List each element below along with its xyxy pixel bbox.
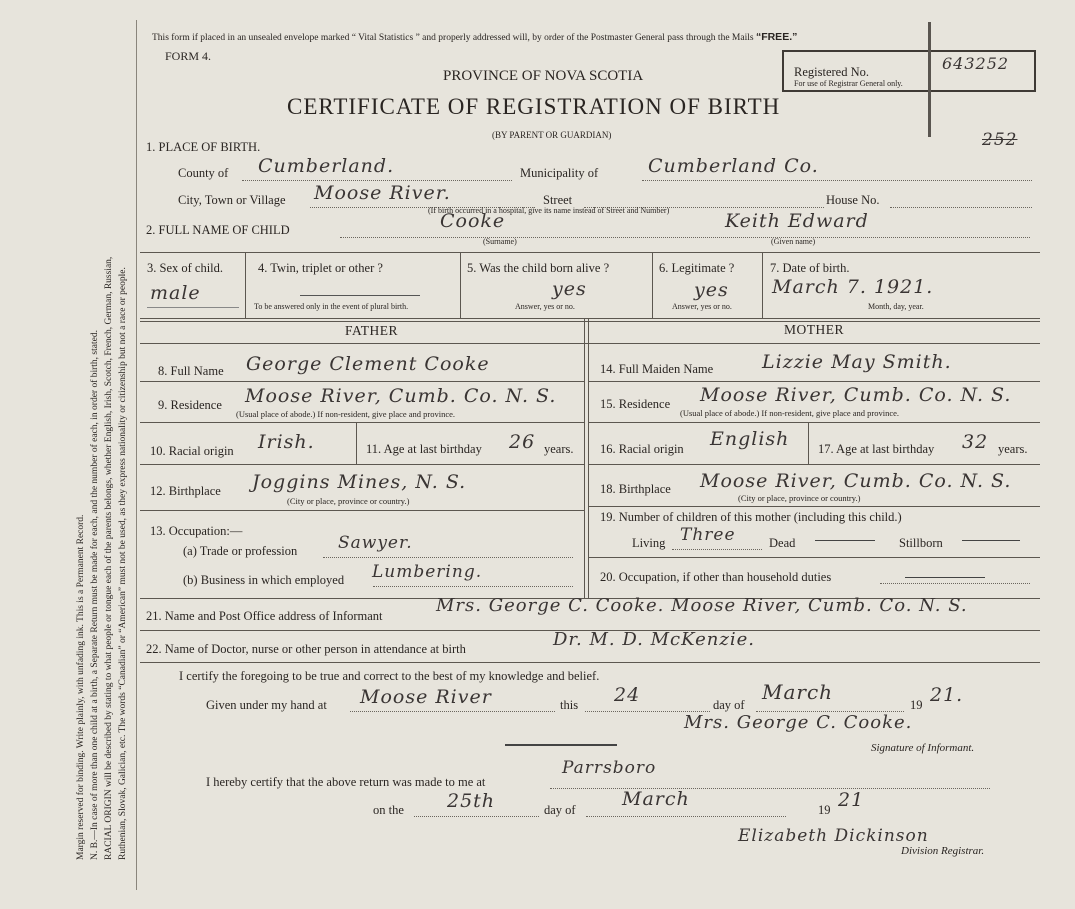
mother-residence-value: Moose River, Cumb. Co. N. S. xyxy=(700,384,1012,406)
mother-occupation-label: 20. Occupation, if other than household duties xyxy=(600,570,832,584)
province-heading: PROVINCE OF NOVA SCOTIA xyxy=(443,68,644,84)
postal-notice: This form if placed in an unsealed envelope marked “ Vital Statistics ” and properly addressed will, by order of the Postmaster General pass through the Mails “FREE.” xyxy=(152,31,798,43)
page-title: CERTIFICATE OF REGISTRATION OF BIRTH xyxy=(287,94,781,119)
surname-caption: (Surname) xyxy=(483,237,517,246)
legitimate-value: yes xyxy=(694,279,729,301)
parents-divider-a xyxy=(584,318,585,598)
twin-label: 4. Twin, triplet or other ? xyxy=(258,261,383,275)
father-residence-note: (Usual place of abode.) If non-resident, give place and province. xyxy=(236,409,456,419)
certify-text: I certify the foregoing to be true and correct to the best of my knowledge and belief. xyxy=(179,669,600,683)
registrar-caption: Division Registrar. xyxy=(901,845,985,857)
living-line xyxy=(672,549,762,550)
mother-heading: MOTHER xyxy=(784,322,844,337)
city-value: Moose River. xyxy=(314,182,451,204)
section-separator xyxy=(505,744,617,746)
row3-divider-2 xyxy=(460,252,461,318)
mother-residence-label: 15. Residence xyxy=(600,397,671,411)
registered-box xyxy=(782,50,1036,92)
mother-birthplace-value: Moose River, Cumb. Co. N. S. xyxy=(700,470,1012,492)
corner-number: 252 xyxy=(982,130,1018,150)
given-place-line xyxy=(350,711,555,712)
mother-race-value: English xyxy=(710,428,790,450)
stillborn-dash xyxy=(962,540,1020,541)
day-of-label: day of xyxy=(713,698,745,712)
row3-divider-4 xyxy=(762,252,763,318)
given-year-suffix: 21. xyxy=(930,684,964,706)
father-birthplace-value: Joggins Mines, N. S. xyxy=(252,471,467,493)
father-business-label: (b) Business in which employed xyxy=(183,573,345,587)
mother-birthplace-label: 18. Birthplace xyxy=(600,482,671,496)
county-label: County of xyxy=(178,166,229,180)
twin-note: To be answered only in the event of plural birth. xyxy=(254,302,409,311)
father-age-label: 11. Age at last birthday xyxy=(366,442,482,456)
mother-birthplace-rule xyxy=(588,506,1040,507)
house-label: House No. xyxy=(826,193,880,207)
row3-divider-1 xyxy=(245,252,246,318)
informant-label: 21. Name and Post Office address of Informant xyxy=(146,609,383,623)
dead-dash xyxy=(815,540,875,541)
mother-residence-rule xyxy=(588,422,1040,423)
city-label: City, Town or Village xyxy=(178,193,286,207)
parents-divider-b xyxy=(588,318,589,598)
informant-value: Mrs. George C. Cooke. Moose River, Cumb. Co. N. S. xyxy=(436,595,968,616)
page-subtitle: (BY PARENT OR GUARDIAN) xyxy=(492,130,612,140)
father-race-value: Irish. xyxy=(258,431,315,453)
sex-value: male xyxy=(150,282,201,304)
given-month-value: March xyxy=(762,680,834,704)
mother-name-label: 14. Full Maiden Name xyxy=(600,362,714,376)
margin-note-nb: N. B.—In case of more than one child at a birth, a Separate Return must be made for each, and the number of each, in order of birth, stated. xyxy=(90,330,100,860)
sex-label: 3. Sex of child. xyxy=(147,261,224,275)
form-number: FORM 4. xyxy=(165,49,212,63)
father-birthplace-label: 12. Birthplace xyxy=(150,484,221,498)
father-years-label: years. xyxy=(544,442,574,456)
registrar-year-suffix: 21 xyxy=(838,789,865,811)
stillborn-label: Stillborn xyxy=(899,536,943,550)
mother-occupation-line xyxy=(880,583,1030,584)
municipality-line xyxy=(642,180,1032,181)
registrar-month-value: March xyxy=(622,788,690,810)
father-trade-label: (a) Trade or profession xyxy=(183,544,298,558)
mother-age-value: 32 xyxy=(962,431,989,453)
street-label: Street xyxy=(543,193,573,207)
municipality-value: Cumberland Co. xyxy=(648,155,819,177)
registrar-place-value: Parrsboro xyxy=(562,758,657,778)
father-race-rule xyxy=(140,464,584,465)
father-birthplace-rule xyxy=(140,510,584,511)
father-age-value: 26 xyxy=(509,431,536,453)
given-day-value: 24 xyxy=(614,684,641,706)
binding-margin-line xyxy=(136,20,137,890)
county-line xyxy=(242,180,512,181)
given-year-prefix: 19 xyxy=(910,698,923,712)
child-name-line xyxy=(340,237,1030,238)
registrar-signature: Elizabeth Dickinson xyxy=(738,826,929,846)
father-heading: FATHER xyxy=(345,323,399,338)
place-of-birth-heading: 1. PLACE OF BIRTH. xyxy=(146,140,261,154)
mother-age-divider xyxy=(808,422,809,464)
this-label: this xyxy=(560,698,579,712)
doctor-rule xyxy=(140,662,1040,663)
informant-signature: Mrs. George C. Cooke. xyxy=(684,712,913,733)
legitimate-label: 6. Legitimate ? xyxy=(659,261,735,275)
informant-signature-caption: Signature of Informant. xyxy=(871,742,975,754)
father-age-divider xyxy=(356,422,357,464)
doctor-label: 22. Name of Doctor, nurse or other person in attendance at birth xyxy=(146,642,466,656)
parents-top-rule xyxy=(140,321,1040,322)
father-residence-label: 9. Residence xyxy=(158,398,222,412)
mother-age-label: 17. Age at last birthday xyxy=(818,442,935,456)
doctor-value: Dr. M. D. McKenzie. xyxy=(553,629,755,650)
registered-label: Registered No. xyxy=(794,65,869,79)
registered-note: For use of Registrar General only. xyxy=(794,79,903,88)
child-given-name: Keith Edward xyxy=(725,210,869,232)
row3-bottom-rule xyxy=(140,318,1040,319)
father-name-value: George Clement Cooke xyxy=(246,353,490,375)
father-name-rule xyxy=(140,381,584,382)
twin-line xyxy=(300,295,420,296)
county-value: Cumberland. xyxy=(258,155,395,177)
father-occupation-label: 13. Occupation:— xyxy=(150,524,243,538)
hospital-note: (If birth occurred in a hospital, give its name instead of Street and Number) xyxy=(428,206,670,215)
registrar-year-prefix: 19 xyxy=(818,803,831,817)
margin-note-racial-2: Ruthenian, Slovak, Galician, etc. The words “Canadian” or “American” must not be used, as they express nationality or citizenship but not a race or people. xyxy=(118,267,128,860)
mother-race-label: 16. Racial origin xyxy=(600,442,684,456)
father-residence-value: Moose River, Cumb. Co. N. S. xyxy=(245,385,557,407)
ink-stroke xyxy=(928,22,931,137)
father-trade-line xyxy=(323,557,573,558)
registrar-day-value: 25th xyxy=(447,790,496,812)
free-mark: “FREE.” xyxy=(755,31,798,43)
mother-name-rule xyxy=(588,381,1040,382)
house-line xyxy=(890,207,1032,208)
living-label: Living xyxy=(632,536,666,550)
mother-birthplace-note: (City or place, province or country.) xyxy=(738,493,861,503)
registrar-day-line xyxy=(414,816,539,817)
mother-occupation-dash xyxy=(905,577,985,578)
dead-label: Dead xyxy=(769,536,796,550)
margin-note-binding: Margin reserved for binding. Write plainly, with unfading ink. This is a Permanent Record. xyxy=(76,514,86,860)
mother-name-value: Lizzie May Smith. xyxy=(762,351,952,373)
registrar-place-line xyxy=(550,788,990,789)
father-business-value: Lumbering. xyxy=(372,562,483,582)
mother-children-label: 19. Number of children of this mother (including this child.) xyxy=(600,510,902,524)
given-under-label: Given under my hand at xyxy=(206,698,327,712)
registrar-month-line xyxy=(586,816,786,817)
birth-date-label: 7. Date of birth. xyxy=(770,261,850,275)
alive-value: yes xyxy=(552,278,587,300)
registered-number: 643252 xyxy=(942,54,1010,73)
registrar-text: I hereby certify that the above return was made to me at xyxy=(206,775,486,789)
father-trade-value: Sawyer. xyxy=(338,533,413,553)
row3-divider-3 xyxy=(652,252,653,318)
on-the-label: on the xyxy=(373,803,404,817)
registrar-day-of-label: day of xyxy=(544,803,576,817)
child-surname: Cooke xyxy=(440,210,506,232)
given-caption: (Given name) xyxy=(771,237,816,246)
child-name-label: 2. FULL NAME OF CHILD xyxy=(146,223,290,237)
municipality-label: Municipality of xyxy=(520,166,599,180)
legitimate-note: Answer, yes or no. xyxy=(672,302,732,311)
living-value: Three xyxy=(680,525,736,545)
mother-residence-note: (Usual place of abode.) If non-resident, give place and province. xyxy=(680,408,900,418)
row3-top-rule xyxy=(140,252,1040,253)
alive-label: 5. Was the child born alive ? xyxy=(467,261,610,275)
parents-heading-rule xyxy=(140,343,1040,344)
margin-note-racial: RACIAL ORIGIN will be described by stating to what people or tongue each of the parents belongs, whether English, Irish, Scotch, French, German, Russian, xyxy=(104,256,114,860)
mother-race-rule xyxy=(588,464,1040,465)
father-birthplace-note: (City or place, province or country.) xyxy=(287,496,410,506)
father-name-label: 8. Full Name xyxy=(158,364,224,378)
mother-years-label: years. xyxy=(998,442,1028,456)
alive-note: Answer, yes or no. xyxy=(515,302,575,311)
sex-line xyxy=(147,307,239,308)
mother-children-rule xyxy=(588,557,1040,558)
father-race-label: 10. Racial origin xyxy=(150,444,234,458)
father-business-line xyxy=(373,586,573,587)
birth-date-value: March 7. 1921. xyxy=(772,276,934,298)
given-place-value: Moose River xyxy=(360,686,492,708)
father-residence-rule xyxy=(140,422,584,423)
birth-date-note: Month, day, year. xyxy=(868,302,924,311)
